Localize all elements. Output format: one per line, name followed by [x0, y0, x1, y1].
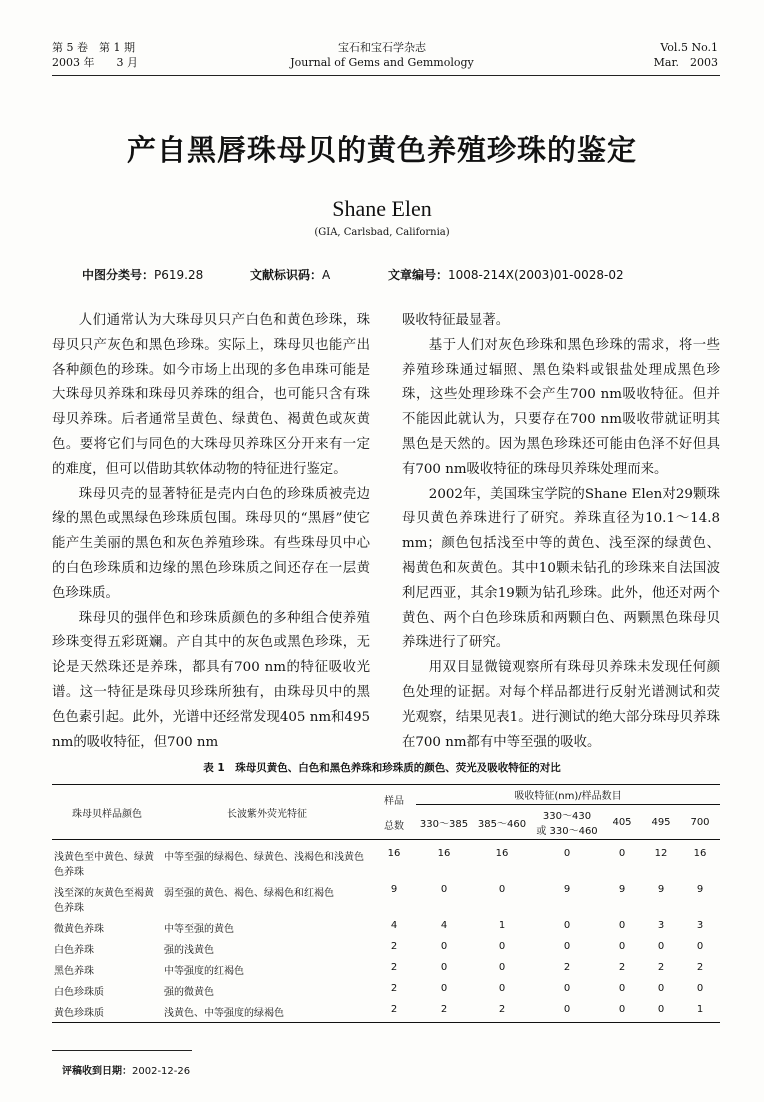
article-label: 文章编号：	[388, 268, 449, 282]
journal-name-en: Journal of Gems and Gemmology	[290, 56, 474, 69]
cell-405: 9	[618, 884, 626, 895]
cell-330-385: 0	[440, 884, 448, 895]
paragraph: 用双目显微镜观察所有珠母贝养珠未发现任何颜色处理的证据。对每个样品都进行反射光谱测试和荧光观察，结果见表1。进行测试的绝大部分珠母贝养珠在700 nm都有中等至强的吸收。	[402, 660, 720, 750]
paragraph: 珠母贝壳的显著特征是壳内白色的珍珠质被壳边缘的黑色或黑绿色珍珠质包围。珠母贝的“黑唇”使它能产生美丽的黑色和灰色养殖珍珠。有些珠母贝中心的白色珍珠质和边缘的黑色珍珠质之间还存在一层黄色珍珠质。	[52, 486, 370, 601]
received-label: 评稿收到日期：	[62, 1066, 132, 1077]
cell-total: 2	[390, 1004, 398, 1015]
cell-700: 16	[693, 848, 707, 859]
cell-total: 9	[390, 884, 398, 895]
table-row	[52, 881, 720, 917]
cell-330-385: 0	[440, 962, 448, 973]
cell-405: 0	[618, 1004, 626, 1015]
cell-385-460: 0	[498, 884, 506, 895]
cell-385-460: 0	[498, 983, 506, 994]
header-495: 495	[642, 805, 680, 840]
cell-385-460: 2	[498, 1004, 506, 1015]
cell-700: 9	[696, 884, 704, 895]
cell-700: 1	[696, 1004, 704, 1015]
header-330-430	[532, 805, 602, 840]
cell-sample: 微黄色养珠	[54, 924, 104, 935]
cell-405: 2	[618, 962, 626, 973]
cell-700: 2	[696, 962, 704, 973]
cell-495: 9	[657, 884, 665, 895]
header-fluorescence: 长波紫外荧光特征	[162, 785, 372, 840]
footnote-rule	[52, 1050, 192, 1051]
cell-330-385: 2	[440, 1004, 448, 1015]
cell-total: 16	[387, 848, 401, 859]
cell-495: 0	[657, 941, 665, 952]
cell-405: 0	[618, 920, 626, 931]
cell-330-430: 0	[563, 848, 571, 859]
table-row	[52, 938, 720, 959]
cell-330-385: 4	[440, 920, 448, 931]
body-right-column	[402, 309, 720, 755]
cell-fluorescence: 中等至强的黄色	[164, 924, 234, 935]
header-total	[372, 785, 416, 840]
comparison-table	[52, 784, 720, 1023]
cell-385-460: 1	[498, 920, 506, 931]
cell-495: 12	[654, 848, 668, 859]
received-value: 2002-12-26	[132, 1066, 191, 1077]
paragraph: 2002年，美国珠宝学院的Shane Elen对29颗珠母贝黄色养珠进行了研究。养珠直径为10.1～14.8 mm；颜色包括浅至中等的黄色、浅至深的绿黄色、褐黄色和灰黄色。其中10颗未钻孔的珍珠来自法国波利尼西亚，其余19颗为钻孔珍珠。此外，他还对两个黄色、两个白色珍珠质和两颗白色、两颗黑色珠母贝养珠进行了研究。	[402, 486, 720, 651]
cell-385-460: 16	[495, 848, 509, 859]
cell-sample: 浅黄色至中黄色、绿黄色养珠	[54, 852, 154, 878]
cell-330-430: 2	[563, 962, 571, 973]
table-row	[52, 1001, 720, 1023]
cell-330-385: 16	[437, 848, 451, 859]
cell-total: 4	[390, 920, 398, 931]
issue-date-en: Mar. 2003	[653, 56, 718, 69]
cell-fluorescence: 中等至强的绿褐色、绿黄色、浅褐色和浅黄色	[164, 852, 364, 863]
cell-fluorescence: 强的浅黄色	[164, 945, 214, 956]
article-value: 1008-214X(2003)01-0028-02	[448, 268, 624, 282]
journal-name-cn: 宝石和宝石学杂志	[338, 41, 426, 54]
cell-330-430: 0	[563, 1004, 571, 1015]
cell-330-430: 9	[563, 884, 571, 895]
doc-label: 文献标识码：	[250, 268, 323, 282]
table-row	[52, 980, 720, 1001]
issue-date-cn: 2003 年 3 月	[52, 56, 138, 69]
header-330-430-line2: 或 330～460	[536, 826, 598, 837]
cell-330-385: 0	[440, 941, 448, 952]
header-405: 405	[602, 805, 642, 840]
journal-issue-info	[52, 40, 202, 70]
table-row	[52, 840, 720, 882]
cell-495: 0	[657, 1004, 665, 1015]
cell-330-430: 0	[563, 983, 571, 994]
cell-330-430: 0	[563, 920, 571, 931]
doc-value: A	[322, 268, 331, 282]
cell-700: 0	[696, 941, 704, 952]
paragraph: 珠母贝的强伴色和珍珠质颜色的多种组合使养殖珍珠变得五彩斑斓。产自其中的灰色或黑色珍珠，无论是天然珠还是养珠，都具有700 nm的特征吸收光谱。这一特征是珠母贝珍珠所独有，由珠母贝中的黑色色素引起。此外，光谱中还经常发现405 nm和495 nm的吸收特征，但700 nm	[52, 610, 370, 750]
body-left-column	[52, 309, 370, 755]
received-date	[62, 1062, 190, 1077]
cell-fluorescence: 中等强度的红褐色	[164, 966, 244, 977]
cell-sample: 白色养珠	[54, 945, 94, 956]
cell-sample: 浅至深的灰黄色至褐黄色养珠	[54, 888, 154, 914]
cell-sample: 黑色养珠	[54, 966, 94, 977]
cell-total: 2	[390, 983, 398, 994]
cell-405: 0	[618, 983, 626, 994]
paragraph: 吸收特征最显著。	[402, 313, 510, 328]
paragraph: 基于人们对灰色珍珠和黑色珍珠的需求，将一些养殖珍珠通过辐照、黑色染料或银盐处理成黑色珍珠，这些处理珍珠不会产生700 nm吸收特征。但并不能因此就认为，只要存在700 nm吸收带就证明其黑色是天然的。因为黑色珍珠还可能由色泽不好但具有700 nm吸收特征的珠母贝养珠处理而来。	[402, 337, 720, 477]
issue-volume-cn: 第 5 卷 第 1 期	[52, 41, 135, 54]
article-number	[388, 266, 624, 283]
clc-value: P619.28	[154, 268, 204, 282]
table-caption: 表 1 珠母贝黄色、白色和黑色养珠和珍珠质的颜色、荧光及吸收特征的对比	[203, 762, 561, 774]
paragraph: 人们通常认为大珠母贝只产白色和黄色珍珠，珠母贝只产灰色和黑色珍珠。实际上，珠母贝也能产出各种颜色的珍珠。如今市场上出现的多色串珠可能是大珠母贝养珠和珠母贝养珠的组合，也可能只含有珠母贝养珠。后者通常呈黄色、绿黄色、褐黄色或灰黄色。要将它们与同色的大珠母贝养珠区分开来有一定的难度，但可以借助其软体动物的特征进行鉴定。	[52, 313, 370, 477]
article-title: 产自黑唇珠母贝的黄色养殖珍珠的鉴定	[126, 133, 637, 167]
header-700: 700	[680, 805, 720, 840]
table-row	[52, 917, 720, 938]
cell-fluorescence: 弱至强的黄色、褐色、绿褐色和红褐色	[164, 888, 334, 899]
cell-495: 0	[657, 983, 665, 994]
cell-405: 0	[618, 848, 626, 859]
header-absorption-group: 吸收特征(nm)/样品数目	[416, 785, 720, 805]
header-rule	[52, 75, 720, 76]
journal-name	[232, 40, 532, 70]
cell-385-460: 0	[498, 941, 506, 952]
header-total-line2: 总数	[384, 821, 404, 832]
header-330-430-line1: 330～430	[542, 811, 592, 822]
cell-385-460: 0	[498, 962, 506, 973]
cell-total: 2	[390, 941, 398, 952]
document-code	[250, 266, 330, 283]
header-330-385: 330～385	[416, 805, 472, 840]
cell-sample: 白色珍珠质	[54, 987, 104, 998]
author-affiliation: (GIA, Carlsbad, California)	[314, 227, 450, 238]
header-sample-color: 珠母贝样品颜色	[52, 785, 162, 840]
header-total-line1: 样品	[384, 796, 404, 807]
cell-330-385: 0	[440, 983, 448, 994]
clc-label: 中图分类号：	[82, 268, 155, 282]
header-385-460: 385～460	[472, 805, 532, 840]
cell-total: 2	[390, 962, 398, 973]
clc-number	[82, 266, 203, 283]
cell-330-430: 0	[563, 941, 571, 952]
cell-sample: 黄色珍珠质	[54, 1008, 104, 1019]
cell-700: 3	[696, 920, 704, 931]
cell-405: 0	[618, 941, 626, 952]
table-row	[52, 959, 720, 980]
issue-volume-en: Vol.5 No.1	[660, 41, 718, 54]
cell-495: 3	[657, 920, 665, 931]
cell-700: 0	[696, 983, 704, 994]
cell-fluorescence: 强的微黄色	[164, 987, 214, 998]
cell-fluorescence: 浅黄色、中等强度的绿褐色	[164, 1008, 284, 1019]
cell-495: 2	[657, 962, 665, 973]
journal-issue-info-en	[568, 40, 718, 70]
author-name: Shane Elen	[332, 196, 432, 221]
